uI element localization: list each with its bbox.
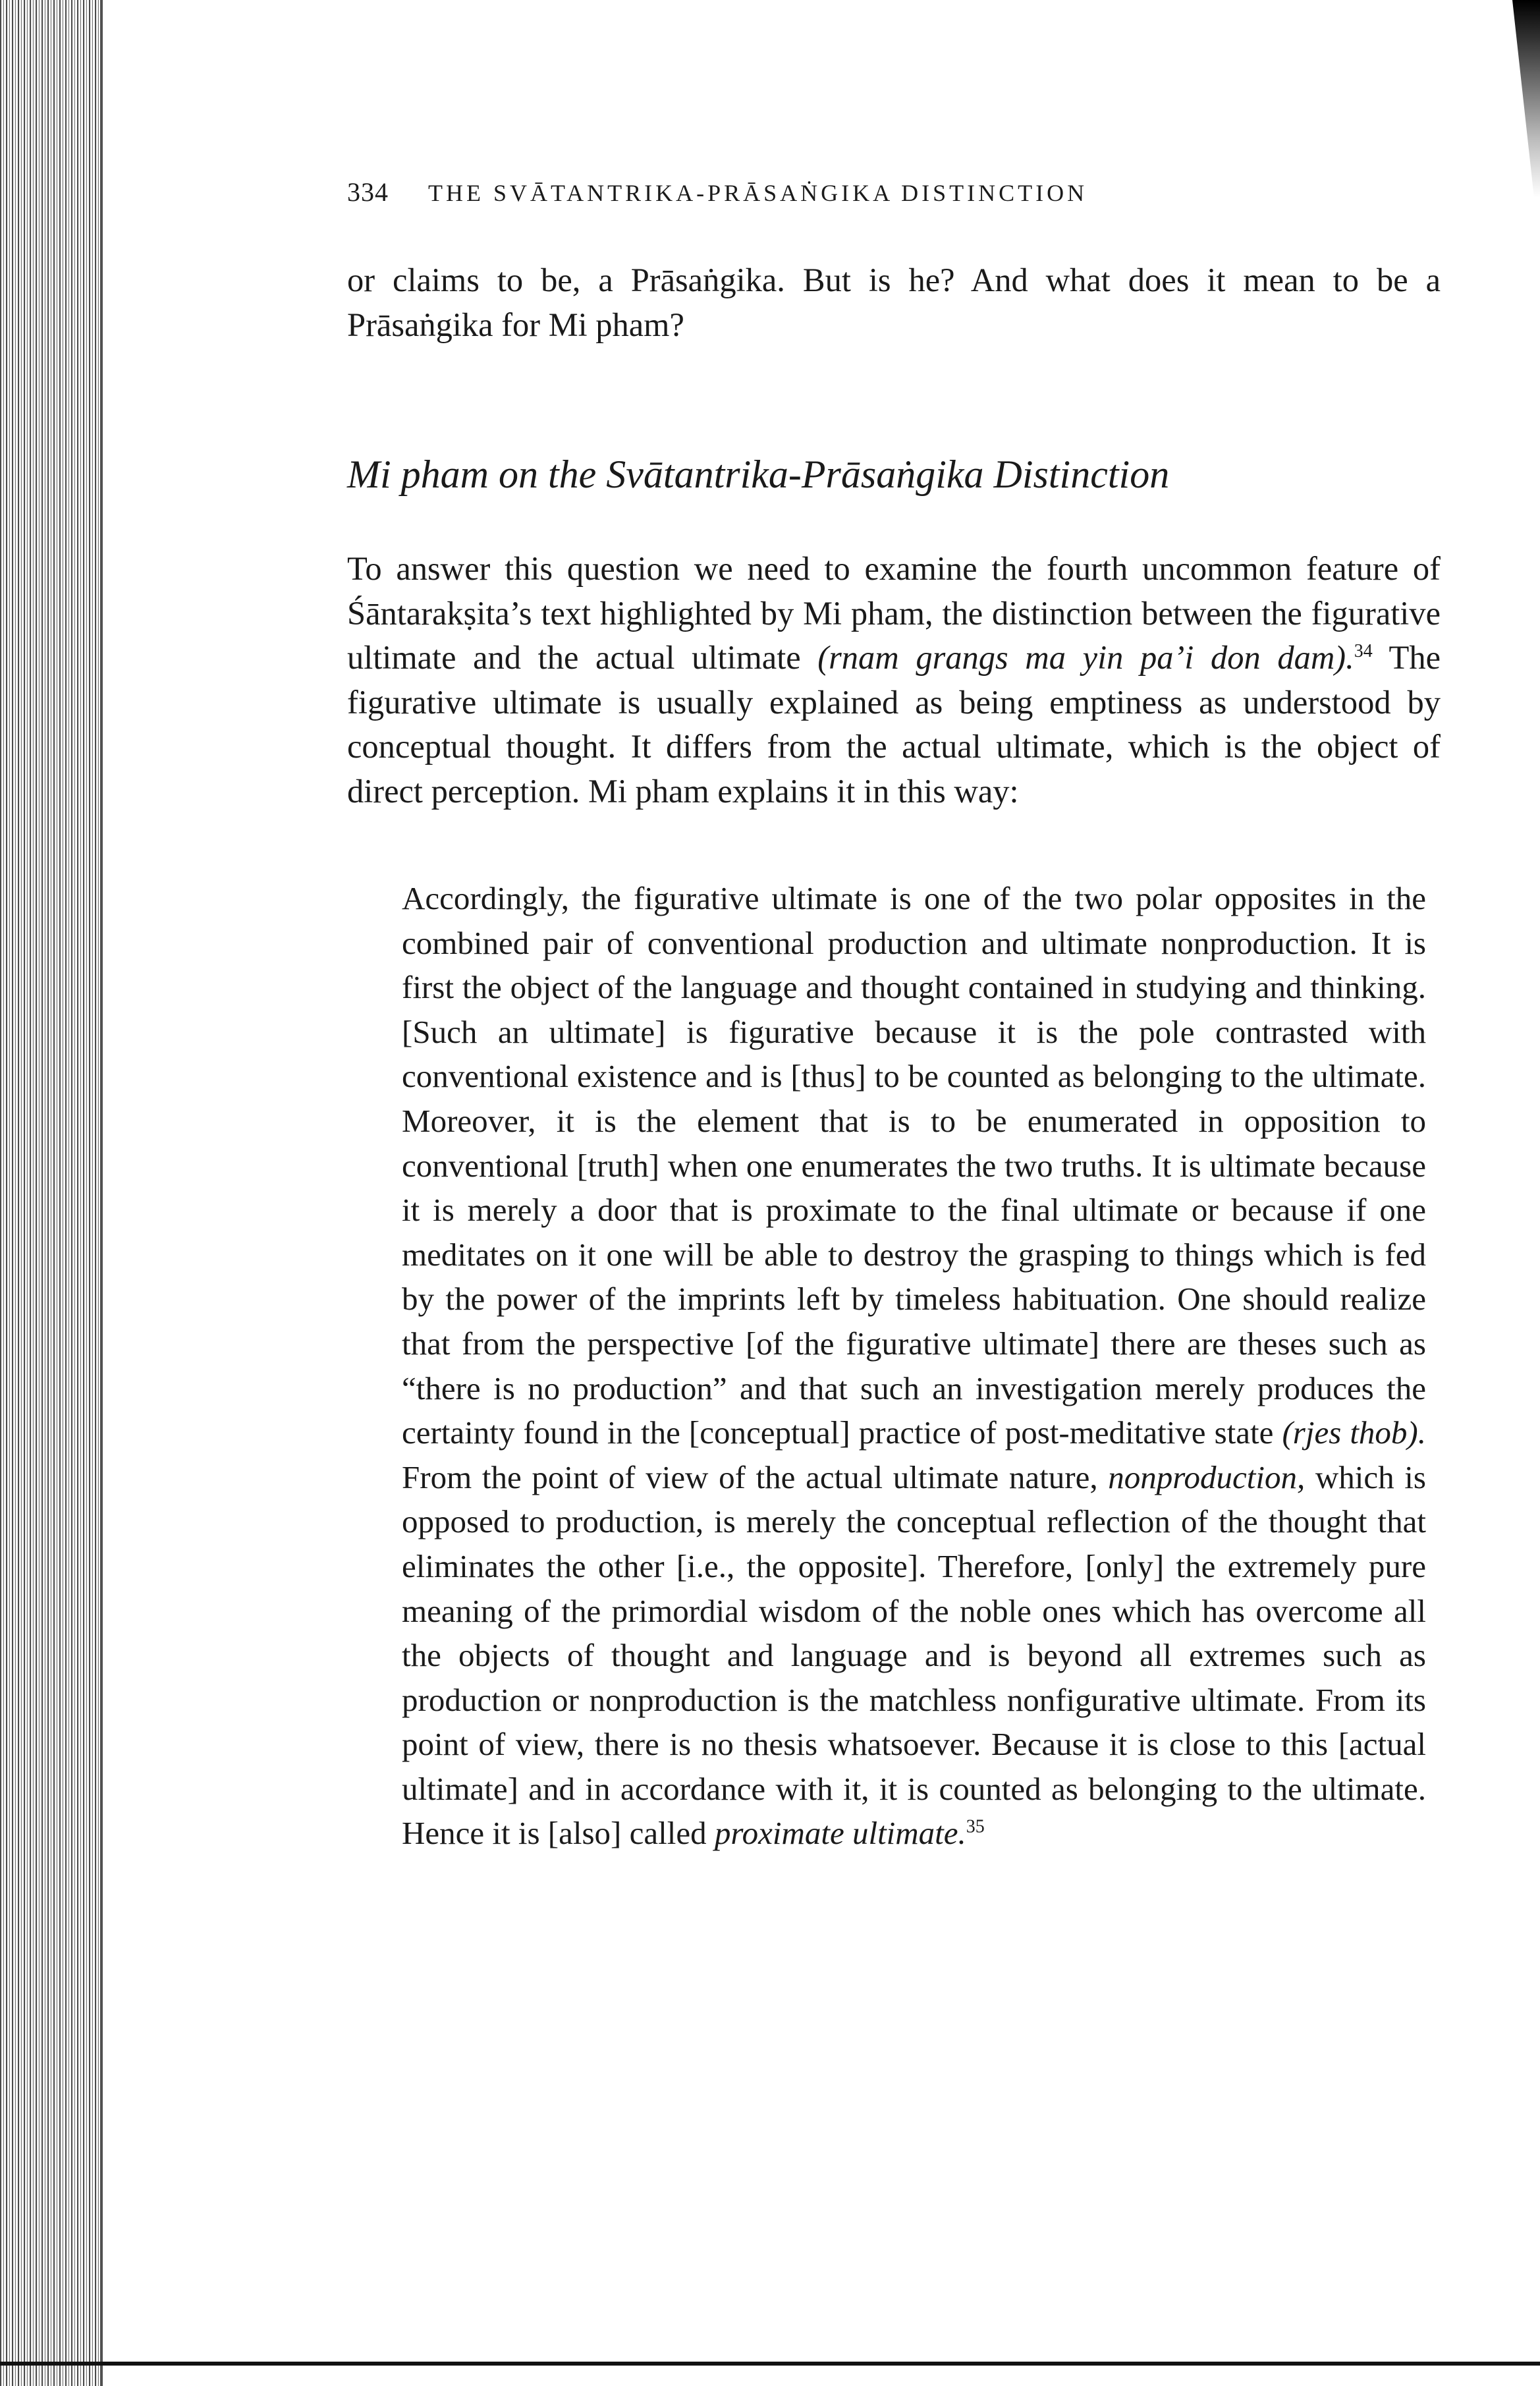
paragraph-intro (347, 547, 1441, 814)
text-run: which is opposed to production, is merely the conceptual reflection of the thought that eliminates the other [i.e., the opposite]. Therefore, [only] the extremely pure meaning of the primordial wisdom of the noble ones which has overcome all the objects of thought and language and is beyond all extremes such as production or nonproduction is the matchless nonfigurative ultimate. From its point of view, there is no thesis whatsoever. Because it is close to this [actual ultimate] and in accordance with it, it is counted as belonging to the ultimate. Hence it is [also] called (402, 1458, 1426, 1852)
tibetan-term: (rnam grangs ma yin pa’i don dam). (817, 639, 1354, 676)
page-number: 334 (347, 177, 389, 207)
tibetan-term: (rjes thob). (1282, 1414, 1426, 1451)
section-heading: Mi pham on the Svātantrika-Prāsaṅgika Distinction (347, 453, 1170, 496)
quotation-text (402, 876, 1426, 1856)
paragraph-continuation (347, 258, 1441, 347)
running-head: THE SVĀTANTRIKA-PRĀSAṄGIKA DISTINCTION (428, 180, 1088, 206)
emphasized-term: nonproduction, (1108, 1458, 1306, 1495)
page-header (347, 177, 1441, 216)
text-run: Accordingly, the figurative ultimate is one of the two polar opposites in the combined pair of conventional production and ultimate nonproduction. It is first the object of the language and thought contained in studying and thinking. [Such an ultimate] is figurative because it is the pole contrasted with conventional existence and is [thus] to be counted as belonging to the ultimate. Moreover, it is the element that is to be enumerated in opposition to conventional [truth] when one enumerates the two truths. It is ultimate because it is merely a door that is proximate to the final ultimate or because if one meditates on it one will be able to destroy the grasping to things which is fed by the power of the imprints left by timeless habituation. One should realize that from the perspective [of the figurative ultimate] there are theses such as “there is no production” and that such an investigation merely produces the certainty found in the [conceptual] practice of post-meditative state (402, 880, 1426, 1451)
footnote-ref: 34 (1354, 641, 1373, 662)
text-run: The figurative ultimate is usually explained as being emptiness as understood by conceptual thought. It differs from the actual ultimate, which is the object of direct perception. Mi pham explains it in this way: (347, 639, 1441, 810)
emphasized-term: proximate ultimate. (714, 1815, 966, 1852)
block-quotation (402, 876, 1426, 1856)
text-run: To answer this question we need to examine the fourth uncommon feature of Śāntarakṣita’s text highlighted by Mi pham, the distinction between the figurative ultimate and the actual ultimate (347, 550, 1441, 676)
scan-corner-shadow (1500, 0, 1540, 198)
paragraph-text (347, 547, 1441, 814)
scan-bottom-edge (0, 2362, 1540, 2366)
scan-binding-edge (0, 0, 99, 2386)
text-run: From the point of view of the actual ultimate nature, (402, 1458, 1109, 1495)
paragraph-text: or claims to be, a Prāsaṅgika. But is he? And what does it mean to be a Prāsaṅgika for Mi pham? (347, 262, 1441, 343)
footnote-ref: 35 (966, 1817, 985, 1838)
